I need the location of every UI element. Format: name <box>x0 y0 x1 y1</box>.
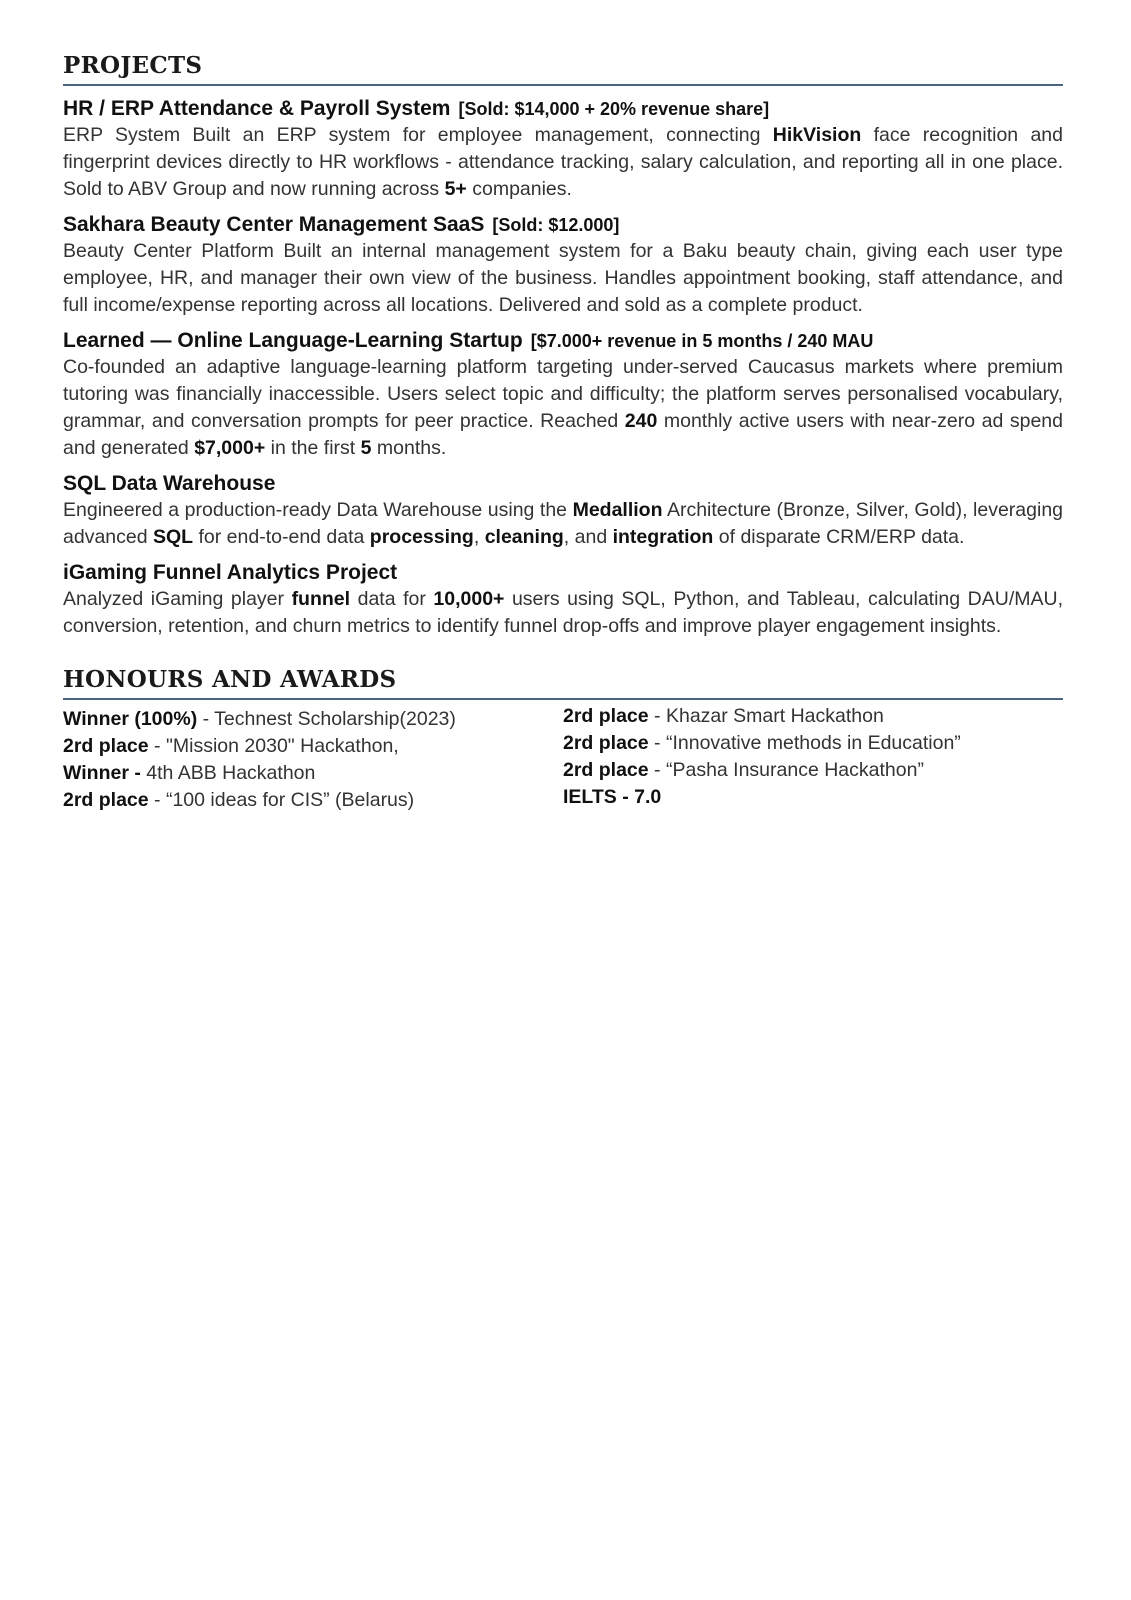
description-text: ERP System Built an ERP system for employee management, connecting <box>63 124 773 146</box>
project-header <box>63 212 1063 238</box>
project-item <box>63 212 1063 319</box>
project-tag: [Sold: $14,000 + 20% revenue share] <box>458 99 770 119</box>
description-text: months. <box>371 437 447 459</box>
description-text: , <box>473 526 485 548</box>
awards-right-column <box>563 703 1063 814</box>
project-name: SQL Data Warehouse <box>63 472 276 495</box>
description-text: Engineered a production-ready Data Warehouse using the <box>63 499 573 521</box>
project-name: HR / ERP Attendance & Payroll System <box>63 97 451 120</box>
description-text: Analyzed iGaming player <box>63 588 292 610</box>
award-title: - “Innovative methods in Education” <box>648 732 961 754</box>
description-text: data for <box>350 588 434 610</box>
project-header <box>63 471 1063 497</box>
description-text: in the first <box>265 437 361 459</box>
description-text: companies. <box>466 178 572 200</box>
award-title: - Technest Scholarship(2023) <box>197 708 456 730</box>
highlight-text: Medallion <box>572 499 663 521</box>
award-title: - “100 ideas for CIS” (Belarus) <box>148 789 415 811</box>
project-header <box>63 96 1063 122</box>
project-item <box>63 96 1063 203</box>
highlight-text: 10,000+ <box>433 588 505 610</box>
award-item <box>563 757 1063 784</box>
description-text: Beauty Center Platform Built an internal management system for a Baku beauty chain, giving each user type employee, HR, and manager their own view of the business. Handles appointment booking, staff attendance, and full income/expense reporting across all locations. Delivered and sold as a complete product. <box>63 240 1063 316</box>
awards-grid <box>63 706 1063 814</box>
projects-heading: PROJECTS <box>63 52 1063 86</box>
resume-page <box>63 52 1063 814</box>
award-rank: 2rd place <box>63 735 149 757</box>
highlight-text: $7,000+ <box>194 437 266 459</box>
award-item <box>63 706 563 733</box>
description-text: Architecture (Bronze, Silver, Gold), leveraging advanced <box>63 499 1064 548</box>
awards-heading: HONOURS AND AWARDS <box>63 666 1063 700</box>
award-item <box>563 784 1063 811</box>
award-title: - "Mission 2030" Hackathon, <box>148 735 399 757</box>
highlight-text: funnel <box>291 588 351 610</box>
award-rank: 2rd place <box>63 789 149 811</box>
award-title: - Khazar Smart Hackathon <box>648 705 884 727</box>
project-header <box>63 328 1063 354</box>
project-item <box>63 560 1063 640</box>
award-rank: IELTS - 7.0 <box>563 786 662 808</box>
highlight-text: 5+ <box>444 178 467 200</box>
description-text: monthly active users with near-zero ad spend and generated <box>63 410 1063 459</box>
award-title: 4th ABB Hackathon <box>140 762 316 784</box>
project-description <box>63 238 1063 319</box>
project-name: Learned — Online Language-Learning Startup <box>63 329 523 352</box>
project-item <box>63 328 1063 462</box>
highlight-text: HikVision <box>772 124 862 146</box>
project-item <box>63 471 1063 551</box>
award-rank: 2rd place <box>563 705 649 727</box>
award-item <box>63 733 563 760</box>
description-text: , and <box>563 526 613 548</box>
award-title: - “Pasha Insurance Hackathon” <box>648 759 924 781</box>
projects-list <box>63 96 1063 640</box>
award-rank: 2rd place <box>563 732 649 754</box>
award-item <box>63 760 563 787</box>
awards-left-column <box>63 706 563 814</box>
project-description <box>63 354 1063 462</box>
highlight-text: processing <box>369 526 474 548</box>
description-text: Co-founded an adaptive language-learning platform targeting under-served Caucasus markets where premium tutoring was financially inaccessible. Users select topic and difficulty; the platform serves personalised vocabulary, grammar, and conversation prompts for peer practice. Reached <box>63 356 1063 432</box>
project-tag: [Sold: $12.000] <box>492 215 620 235</box>
project-description <box>63 122 1063 203</box>
award-rank: 2rd place <box>563 759 649 781</box>
highlight-text: cleaning <box>484 526 564 548</box>
project-name: Sakhara Beauty Center Management SaaS <box>63 213 485 236</box>
highlight-text: integration <box>612 526 714 548</box>
award-rank: Winner (100%) <box>63 708 198 730</box>
description-text: users using SQL, Python, and Tableau, calculating DAU/MAU, conversion, retention, and churn metrics to identify funnel drop-offs and improve player engagement insights. <box>63 588 1063 637</box>
highlight-text: 240 <box>624 410 658 432</box>
award-item <box>563 730 1063 757</box>
award-rank: Winner - <box>63 762 141 784</box>
description-text: for end-to-end data <box>193 526 370 548</box>
project-description <box>63 586 1063 640</box>
project-tag: [$7.000+ revenue in 5 months / 240 MAU <box>530 331 874 351</box>
award-item <box>563 703 1063 730</box>
highlight-text: 5 <box>360 437 372 459</box>
description-text: of disparate CRM/ERP data. <box>713 526 965 548</box>
project-name: iGaming Funnel Analytics Project <box>63 561 398 584</box>
highlight-text: SQL <box>153 526 194 548</box>
project-description <box>63 497 1063 551</box>
award-item <box>63 787 563 814</box>
description-text: face recognition and fingerprint devices directly to HR workflows - attendance tracking, salary calculation, and reporting all in one place. Sold to ABV Group and now running across <box>63 124 1063 200</box>
project-header <box>63 560 1063 586</box>
